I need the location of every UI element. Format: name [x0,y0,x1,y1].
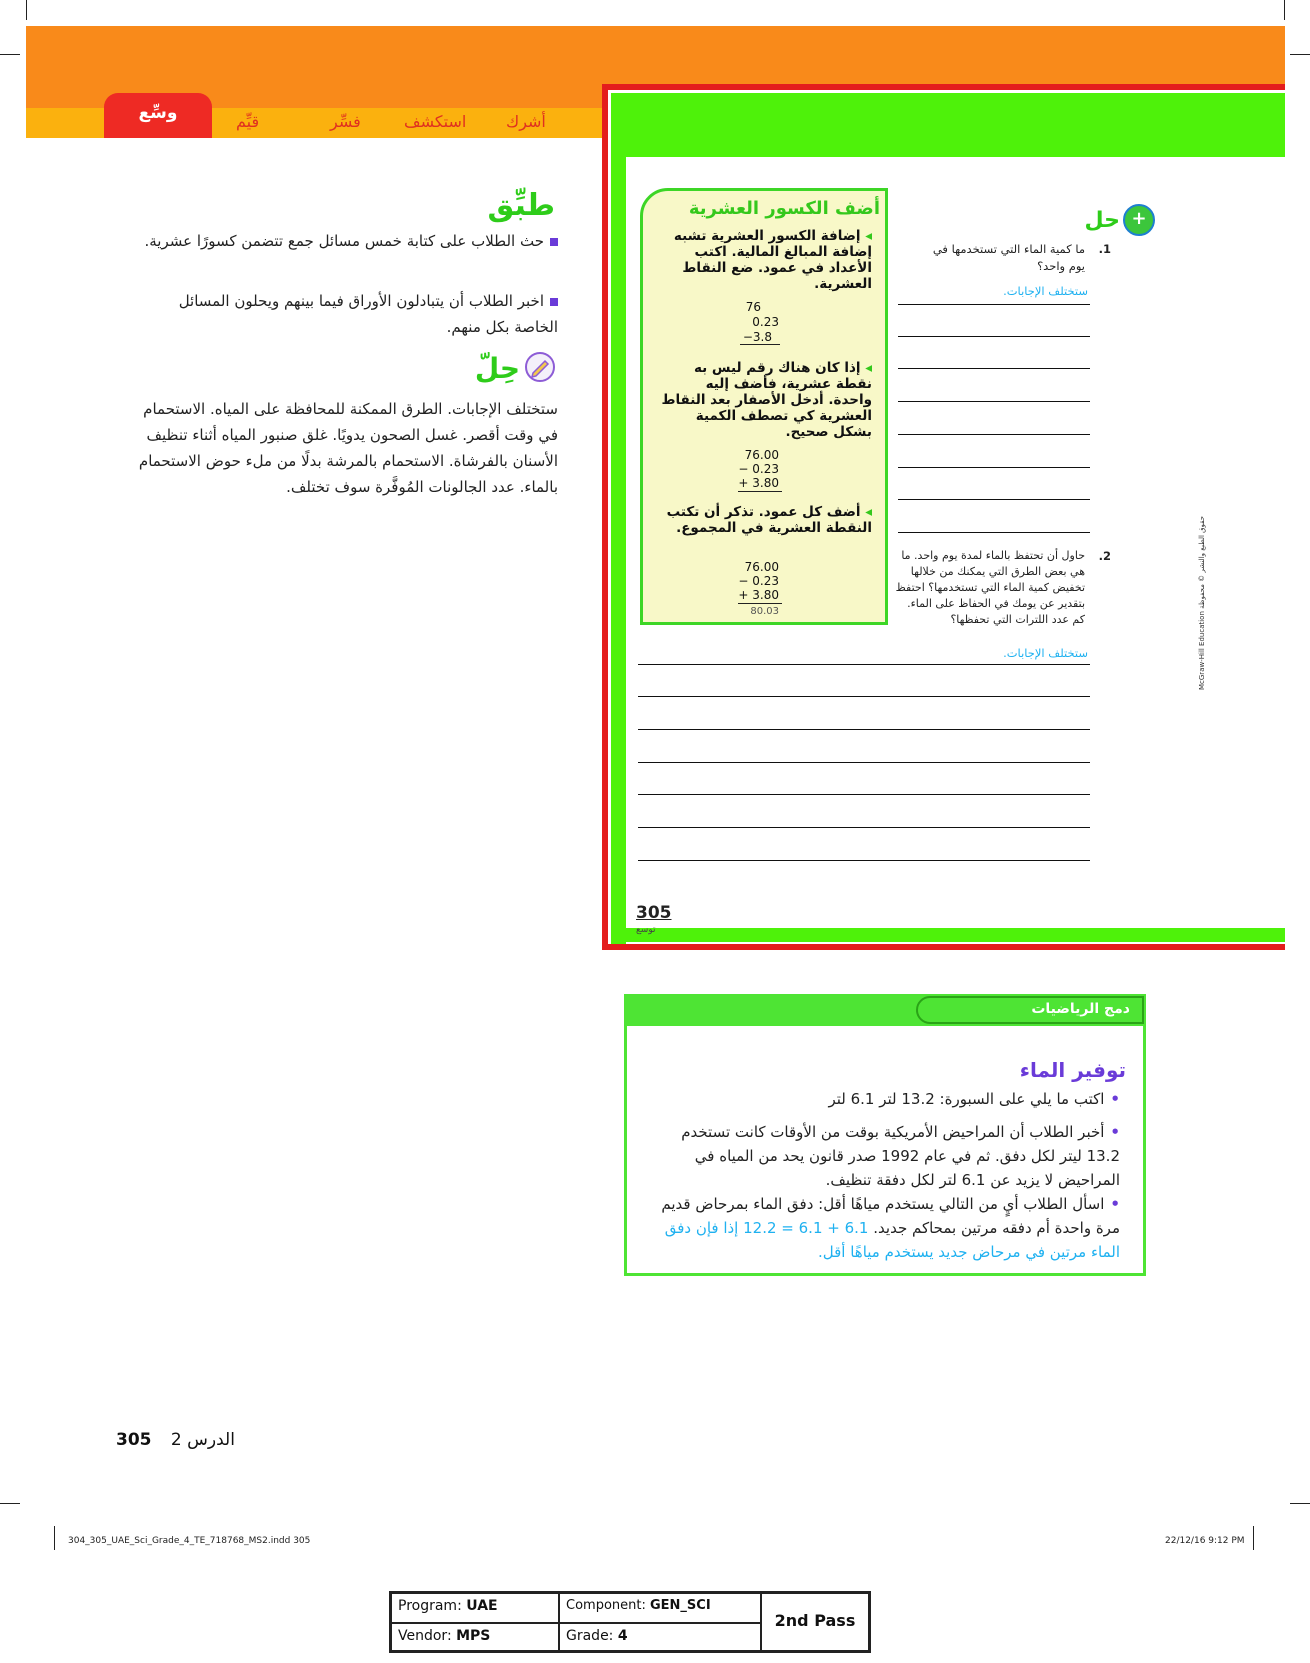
pencil-icon [525,352,555,382]
crop-mark [1290,1503,1310,1504]
tip-step-2 [660,360,872,440]
cell-value: UAE [466,1598,498,1614]
differentiation-label: دمج الرياضيات [1031,1001,1130,1017]
pass-cell: 2nd Pass [761,1593,869,1651]
diff-answer: 6.1 + 6.1 = 12.2 إذا فإن دفق الماء مرتين في مرحاض جديد يستخدم مياهًا أقل. [664,1219,1120,1261]
triangle-icon: ◂ [865,360,872,376]
calc-line: −3.8 [742,330,772,344]
answer-line[interactable] [638,762,1090,763]
crop-mark [0,54,20,55]
student-page-header [611,93,1285,157]
pencil-icon-svg [527,354,553,380]
answer-line[interactable] [638,860,1090,861]
tip-step-text: إذا كان هناك رقم ليس به نقطة عشرية، فأضف إليه واحدة. أدخل الأصفار بعد النقاط العشرية كي تصطف الكمية بشكل صحيح. [661,360,872,440]
calc-line: + 3.80 [738,588,779,602]
crop-mark [1290,54,1310,55]
triangle-icon: ◂ [865,228,872,244]
cell-label: Component: [566,1598,646,1613]
answer-hint: ستختلف الإجابات. [1003,646,1088,660]
diff-item-text: اكتب ما يلي على السبورة: 13.2 لتر 6.1 لتر [828,1090,1105,1108]
diff-item [650,1087,1120,1111]
answer-line[interactable] [638,827,1090,828]
bullet-icon: • [1110,1195,1120,1213]
teacher-bullet-text: حث الطلاب على كتابة خمس مسائل جمع تتضمن كسورًا عشرية. [144,232,544,250]
calc-line: − 0.23 [738,574,779,588]
cell-label: Vendor: [398,1628,452,1644]
calc-line: 0.23 [752,315,779,329]
tip-title: أضف الكسور العشرية [688,198,880,219]
cell-value: GEN_SCI [650,1598,711,1613]
tip-step-1 [660,228,872,292]
answer-line[interactable] [898,532,1090,533]
answer-line[interactable] [638,696,1090,697]
answer-line[interactable] [638,794,1090,795]
calc-line: 76.00 [744,560,779,574]
diff-item [650,1120,1120,1192]
teacher-bullet-text: اخبر الطلاب أن يتبادلون الأوراق فيما بينهم ويحلون المسائل الخاصة بكل منهم. [178,292,558,336]
answer-hint: ستختلف الإجابات. [1003,284,1088,298]
solve-title-teacher: حِلّ [474,352,520,385]
answer-line[interactable] [898,336,1090,337]
tip-step-text: أضف كل عمود. تذكر أن تكتب النقطة العشرية في المجموع. [666,504,872,536]
question-1: ما كمية الماء التي تستخدمها في يوم واحد؟ [932,242,1085,273]
student-page-number: 305 [636,903,672,923]
differentiation-title: توفير الماء [1019,1058,1126,1082]
grade-cell [559,1623,761,1651]
answer-line[interactable] [638,729,1090,730]
sum-rule [738,491,782,492]
apply-title: طبِّق [487,188,555,223]
date-slug: 22/12/16 9:12 PM [1165,1536,1245,1546]
calc-line: + 3.80 [738,476,779,490]
square-bullet-icon [550,238,558,246]
answer-line[interactable] [898,401,1090,402]
math-icon: + [1123,204,1155,236]
footer-lesson: الدرس 2 [170,1430,235,1450]
calc-line: 76.00 [744,448,779,462]
student-page-footer [611,928,1285,942]
question-number: 2. [1098,549,1111,563]
crop-mark [54,1526,55,1550]
answer-line[interactable] [898,467,1090,468]
answer-line[interactable] [898,434,1090,435]
crop-mark [0,1503,20,1504]
calc-line: 76 [745,300,761,314]
student-page-margin [611,157,626,944]
page-footer [116,1430,235,1450]
cell-label: Grade: [566,1628,614,1644]
calc-line: − 0.23 [738,462,779,476]
crop-mark [1253,1526,1254,1550]
tip-step-text: إضافة الكسور العشرية تشبه إضافة المبالغ المالية. اكتب الأعداد في عمود. ضع النقاط العشرية. [673,228,872,292]
answer-line[interactable] [898,499,1090,500]
diff-item-text: اسأل الطلاب أيٍ من التالي يستخدم مياهًا أقل: دفق الماء بمرحاض قديم مرة واحدة أم دفقه مرتين بمحاكم جديد. [661,1195,1120,1237]
program-cell [391,1593,559,1623]
bullet-icon: • [1110,1090,1120,1108]
question-number: 1. [1098,242,1111,256]
square-bullet-icon [550,298,558,306]
teacher-bullet [138,228,558,254]
tab-explain[interactable]: فسِّر [330,112,361,131]
tab-expand[interactable]: وسِّع [138,103,178,123]
footer-page-number: 305 [116,1430,152,1450]
tab-evaluate[interactable]: قيِّم [236,112,260,131]
crop-mark [1284,0,1285,20]
crop-mark [26,0,27,20]
answer-line[interactable] [898,304,1090,305]
teacher-paragraph: ستختلف الإجابات. الطرق الممكنة للمحافظة على المياه. الاستحمام في وقت أقصر. غسل الصحون يدويًا. غلق صنبور المياه أثناء تنظيف الأسنان بالفرشاة. الاستحمام بالمرشة بدلًا من ملء حوض الاستحمام بالماء. عدد الجالونات المُوفَّرة سوف تختلف. [138,400,558,496]
bullet-icon: • [1110,1123,1120,1141]
tip-step-3 [660,504,872,536]
copyright-credit: McGraw-Hill Education حقوق الطبع والنشر © محفوظة [1198,515,1206,690]
cell-value: MPS [456,1628,491,1644]
teacher-bullet [138,288,558,340]
answer-line[interactable] [898,368,1090,369]
vendor-cell [391,1623,559,1651]
calc-line: 80.03 [750,606,779,617]
diff-item-text: أخبر الطلاب أن المراحيض الأمريكية بوقت من الأوقات كانت تستخدم 13.2 ليتر لكل دفق. ثم في عام 1992 صدر قانون يحد من المياه في المراحيض لا يزيد عن 6.1 لتر لكل دفقة تنظيف. [681,1123,1120,1189]
answer-line[interactable] [638,664,1090,665]
tab-explore[interactable]: استكشف [404,112,467,131]
sum-rule [740,344,780,345]
job-table [389,1591,871,1653]
triangle-icon: ◂ [865,504,872,520]
cell-value: 4 [617,1628,628,1644]
student-page-label: توسع [636,925,656,935]
question-2: حاول أن تحتفظ بالماء لمدة يوم واحد. ما هي بعض الطرق التي يمكنك من خلالها تخفيض كمية الماء التي تستخدمها؟ احتفظ بتقدير عن يومك في الحفاظ على الماء. كم عدد اللترات التي تحفظها؟ [895,549,1085,626]
cell-label: Program: [398,1598,462,1614]
diff-item [650,1192,1120,1264]
file-slug: 304_305_UAE_Sci_Grade_4_TE_718768_MS2.indd 305 [68,1536,311,1546]
component-cell [559,1593,761,1623]
tab-engage[interactable]: أشرك [506,112,546,131]
solve-title: حل [1084,208,1120,233]
